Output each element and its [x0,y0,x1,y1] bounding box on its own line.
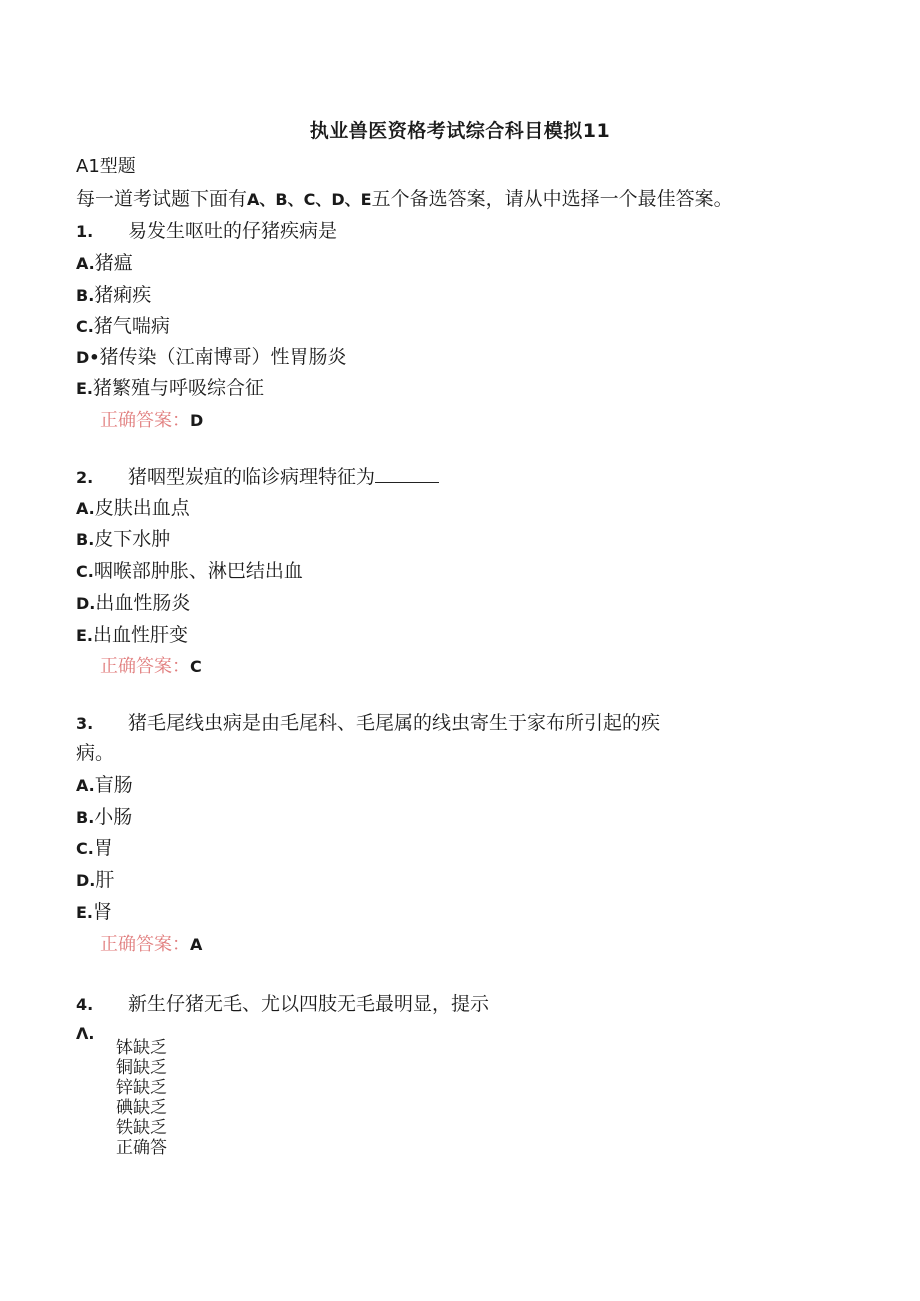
option-e: E.出血性肝变 [76,624,189,646]
option-a: A.盲肠 [76,774,133,796]
option-d: D•猪传染（江南博哥）性胃肠炎 [76,346,347,368]
correct-answer: 正确答案：C [100,656,202,677]
question-text-continued: 病。 [76,742,115,764]
option-b: B.猪痢疾 [76,284,152,306]
question-text: 猪毛尾线虫病是由毛尾科、毛尾属的线虫寄生于家布所引起的疾 [128,712,661,734]
question-text: 易发生呕吐的仔猪疾病是 [128,220,338,242]
section-heading: A1型题 [76,156,136,177]
question-4 [76,989,489,1016]
instruction-text: 每一道考试题下面有A、B、C、D、E五个备选答案，请从中选择一个最佳答案。 [76,188,733,210]
question-1 [76,216,337,243]
question-number: 4. [76,995,94,1014]
option-letter: Λ. [76,1024,95,1043]
page-title: 执业兽医资格考试综合科目模拟11 [309,120,611,142]
option-b: B.皮下水肿 [76,528,171,550]
question-number: 3. [76,714,94,733]
question-3 [76,708,660,735]
option-c: C.咽喉部肿胀、淋巴结出血 [76,560,303,582]
stacked-line: 钵缺乏 [116,1038,167,1058]
option-b: B.小肠 [76,806,133,828]
stacked-line: 正确答 [116,1138,167,1158]
option-c: C.胃 [76,837,113,859]
stacked-line: 锌缺乏 [116,1078,167,1098]
correct-answer: 正确答案：D [100,410,204,431]
stacked-line: 铁缺乏 [116,1118,167,1138]
stacked-line: 碘缺乏 [116,1098,167,1118]
option-e: E.肾 [76,901,113,923]
question-number: 1. [76,222,94,241]
option-d: D.出血性肠炎 [76,592,191,614]
option-d: D.肝 [76,869,115,891]
question-2 [76,462,439,489]
option-a: A.猪瘟 [76,252,133,274]
option-e: E.猪繁殖与呼吸综合征 [76,377,265,399]
correct-answer: 正确答案：A [100,934,203,955]
option-c: C.猪气喘病 [76,315,170,337]
collapsed-options [116,1038,167,1158]
question-text: 新生仔猪无毛、尤以四肢无毛最明显，提示 [128,993,490,1015]
stacked-line: 铜缺乏 [116,1058,167,1078]
question-text: 猪咽型炭疽的临诊病理特征为 [128,466,376,488]
answer-blank [375,481,439,483]
question-number: 2. [76,468,94,487]
option-a: A.皮肤出血点 [76,497,190,519]
